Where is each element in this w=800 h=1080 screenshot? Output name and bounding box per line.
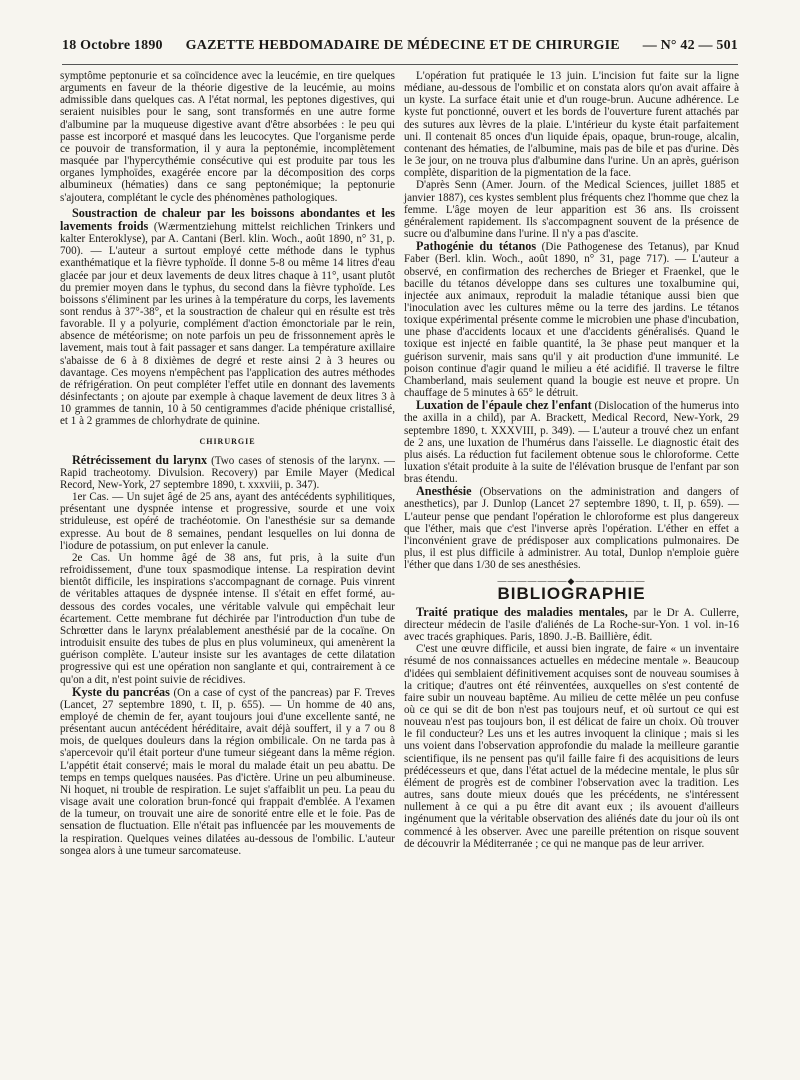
case-two-paragraph: 2e Cas. Un homme âgé de 38 ans, fut pris, à la suite d'un refroidissement, d'une toux spasmodique intense. La respiration devint bientôt difficile, les inspirations s'accompagnant de cornage. Puis vinrent de véritables attaques de dyspnée intense. Il s'était en effet formé, au-dessous des cordes vocales, une véritable valvule qui empêchait leur écartement. Cette membrane fut déchirée par l'introduction d'un tube de Schrœtter dans le larynx préalablement anesthésié par de la cocaïne. On introduisit ensuite des tubes de plus en plus volumineux, qui amenèrent la guérison complète. L'auteur insiste sur les avantages de cette dilatation progressive qui est une opération non sanglante et qui, contrairement à ce qu'on a dit, n'est point suivie de récidives.	[60, 551, 395, 686]
traite-text: par le Dr A. Cullerre, directeur médecin de l'asile d'aliénés de La Roche-sur-Yon. 1 vol. in-16 avec tracés graphiques. Paris, 1890. J.-B. Baillière, édit.	[404, 606, 740, 644]
tetanos-article	[404, 240, 739, 399]
soustraction-article	[60, 207, 395, 428]
tetanos-text: (Die Pathogenese des Tetanus), par Knud Faber (Berl. klin. Woch., août 1890, n° 31, page 717). — L'auteur a observé, en confirmation des recherches de Brieger et Fraenkel, que le bacille du tétanos développe dans ses cultures une toxalbumine qui, injectée aux animaux, reproduit la maladie tétanique aussi bien que l'inoculation avec les cultures même ou la terre des jardins. Le tétanos toxique expérimental présente comme le microbien une phase d'incubation, une phase d'accidents locaux et une d'accidents généralisés. Quand le toxique est injecté en faible quantité, la 3e phase peut manquer et la guérison survenir, mais sans qu'il y ait production d'une immunité. Le poison continue d'agir quand le milieu a été acidifié. Il traverse le filtre Chamberland, mais seulement quand la bougie est neuve et propre. Un chauffage de 5 minutes à 65° le détruit.	[404, 241, 740, 400]
traite-heading: Traité pratique des maladies mentales,	[416, 604, 628, 619]
luxation-text: (Dislocation of the humerus into the axilla in a child), par A. Brackett, Medical Record, New-York, 29 septembre 1890, t. XXXVIII, p. 349). — L'auteur a trouvé chez un enfant de 2 ans, une luxation de l'humérus dans l'aisselle. Le diagnostic était des plus aisés. La réduction fut facilement obtenue sous le chloroforme. Cette luxation s'était produite à la suite de l'élévation brusque de l'enfant par son bras étendu.	[404, 400, 739, 486]
ornamental-divider: ———————◆———————	[497, 576, 646, 587]
bibliographie-heading: BIBLIOGRAPHIE	[497, 583, 646, 603]
anesthesie-article	[404, 485, 739, 571]
kyste-heading: Kyste du pancréas	[72, 684, 170, 699]
chirurgie-section-heading: CHIRURGIE	[199, 436, 256, 446]
luxation-heading: Luxation de l'épaule chez l'enfant	[416, 398, 592, 413]
review-paragraph: C'est une œuvre difficile, et aussi bien ingrate, de faire « un inventaire résumé de nos connaissances actuelles en médecine mentale ». Beaucoup d'idées qui semblaient définitivement acquises sont de nouveau soumises à la critique; d'autres ont été réinventées, auxquelles on s'est contenté de faire subir un nouveau baptême. Au milieu de cette mêlée un peu confuse où ce qui se dit de bon n'est pas toujours neuf, et où surtout ce qui est nouveau n'est pas toujours bon, il est délicat de faire un choix. Où trouver le fil conducteur? Les uns et les autres invoquent la clinique ; mais si les uns voient dans l'observation approfondie du malade la meilleure garantie scientifique, ils ne pensent pas qu'il faille faire fi des acquisitions de leurs prédécesseurs et que, dans l'état actuel de la médecine mentale, le plus sûr élément de progrès est de combiner l'observation avec la tradition. Les autres, sans doute mieux doués que les précédents, ne s'intéressent nullement à ce qui a pu être dit avant eux ; ils avouent d'ailleurs ingénument que la véritable observation des aliénés date du jour où ils ont commencé à les observer. Avec une pareille prétention on risque souvent de découvrir la Méditerranée ; ce qui ne manque pas de leur arriver.	[404, 643, 739, 850]
operation-paragraph: L'opération fut pratiquée le 13 juin. L'incision fut faite sur la ligne médiane, au-dessous de l'ombilic et on constata alors qu'on avait affaire à un kyste. La surface était unie et d'un rouge-brun. Aucune adhérence. Le kyste fut ponctionné, ouvert et les bords de l'ouverture furent attachés par des sutures aux lèvres de la plaie. L'intérieur du kyste était parfaitement uni. Il contenait 85 onces d'un liquide épais, opaque, brun-rouge, alcalin, contenant des hématies, de l'albumine, mais pas de bile et pas d'urine. Dès le 3e jour, on ne trouva plus d'albumine dans l'urine. Un an après, guérison complète, disparition de la pigmentation de la face.	[404, 70, 739, 180]
intro-paragraph: symptôme peptonurie et sa coïncidence avec la leucémie, en tire quelques arguments en faveur de la théorie digestive de la leucémie, au moins admissible dans quelques cas. A l'état normal, les peptones digestives, qui seraient nuisibles pour le sang, sont transformés en une autre forme d'albumine par la muqueuse digestive avant d'être absorbées : le peu qui passe est incorporé et masqué dans les leucocytes. Que l'organisme perde ce pouvoir de transformation, il y aura la peptonémie, incomplètement masquée par l'hypercythémie consécutive qui est produite par tous les organes lymphoïdes, exagérée encore par la décomposition des corps albumineux (hématies) dans ce sang peptonémique; la peptonurie s'ajoutera, complétant le cycle des phénomènes pathologiques.	[60, 70, 395, 204]
case-one-paragraph: 1er Cas. — Un sujet âgé de 25 ans, ayant des antécédents syphilitiques, présentant une dyspnée intense et progressive, sourde et une voix striduleuse, est opéré de trachéotomie. On l'anesthésie sur sa demande expresse. Au bout de 8 semaines, pendant lesquelles on lui donna de l'iodure de potassium, on put enlever la canule.	[60, 491, 395, 552]
kyste-text: (On a case of cyst of the pancreas) par F. Treves (Lancet, 27 septembre 1890, t. II, p. 655). — Un homme de 40 ans, employé de chemin de fer, ayant toujours joui d'une excellente santé, ne présentant aucun antécédent héréditaire, avait déjà souffert, il y a 7 ou 8 mois, de quelques douleurs dans la région ombilicale. On ne tarda pas à s'apercevoir qu'il était porteur d'une tumeur siégeant dans la même région. L'appétit était conservé; mais le moral du malade était un peu abattu. De temps en temps quelques nausées. Pas d'ictère. Urine un peu albumineuse. Ni hoquet, ni trouble de respiration. Le sujet s'affaiblit un peu. La peau du visage avait une coloration brun-foncé qui frappait d'emblée. A l'examen de la tumeur, on trouvait une aire de sonorité entre elle et le foie. Pas de sensation de fluctuation. Elle n'était pas influencée par les mouvements de la respiration. Quelques veines dilatées au-dessous de l'ombilic. L'auteur songea alors à une tumeur sarcomateuse.	[60, 686, 395, 857]
anesthesie-heading: Anesthésie	[416, 484, 472, 499]
soustraction-heading: Soustraction de chaleur par les boissons abondantes et les lavements froids	[60, 205, 395, 233]
tetanos-heading: Pathogénie du tétanos	[416, 239, 537, 254]
traite-article	[404, 606, 739, 643]
soustraction-text: (Wærmentziehung mittelst reichlichen Trinkers und kalter Enteroklyse), par A. Cantani (Berl. klin. Woch., août 1890, n° 31, p. 700). — L'auteur a surtout employé cette méthode dans le typhus exanthématique et la fièvre typhoïde. Il donne 5-8 ou même 14 litres d'eau glacée par jour et deux lavements de deux litres chaque à 11°, usant plutôt du premier moyen dans le typhus, du second dans la fièvre typhoïde. Les boissons s'éliminent par les urines à la température du corps, les lavements sont rendus à 37°-38°, et la soustraction de chaleur qui en résulte est très favorable. Il y a polyurie, complément d'action émonctoriale par le rein, absence de météorisme; on note parfois un peu de frissonnement après le lavement, mais tout à fait passager et sans danger. La température axillaire s'abaisse de 6 à 8 dixièmes de degré et reste ainsi 2 à 3 heures ou davantage. Ces moyens n'empêchent pas l'application des autres méthodes de réfrigération. On peut compléter l'effet utile en donnant des lavements désinfectants ; on ajoute par exemple à chaque lavement de deux litres 3 à 10 grammes de tannin, 10 à 50 centigrammes d'acide phénique cristallisé, et 1 à 2 grammes de chlorhydrate de quinine.	[60, 220, 396, 428]
header-rule	[62, 64, 738, 65]
page-header	[62, 38, 738, 58]
retrecissement-article	[60, 454, 395, 491]
retrecissement-text: (Two cases of stenosis of the larynx. — Rapid tracheotomy. Divulsion. Recovery) par Emile Mayer (Medical Record, New-York, 27 septembre 1890, t. xxxviii, p. 347).	[60, 454, 396, 491]
header-page-number: — N° 42 — 501	[642, 38, 738, 53]
retrecissement-heading: Rétrécissement du larynx	[72, 452, 208, 467]
kyste-article	[60, 686, 395, 857]
senn-paragraph: D'après Senn (Amer. Journ. of the Medical Sciences, juillet 1885 et janvier 1887), ces kystes semblent plus fréquents chez l'homme que chez la femme. L'âge moyen de leur apparition est 36 ans. Ils croissent généralement rapidement. Ils s'accompagnent souvent de la présence de sucre ou d'albumine dans l'urine. Il n'y a pas d'ascite.	[404, 179, 739, 241]
header-date: 18 Octobre 1890	[62, 38, 163, 53]
left-column	[60, 70, 395, 857]
anesthesie-text: (Observations on the administration and dangers of anesthetics), par J. Dunlop (Lancet 27 septembre 1890, t. II, p. 659). — L'auteur pense que pendant l'opération le chloroforme est plus dangereux que l'éther, mais que c'est l'inverse après l'opération. L'éther en effet a l'inconvénient grave de prédisposer aux complications pulmonaires. De plus, il est plus difficile à administrer. Au total, Dunlop n'emploie guère l'éther que dans 1/30 de ses anesthésies.	[404, 486, 739, 572]
right-column	[404, 70, 739, 850]
header-journal-title: GAZETTE HEBDOMADAIRE DE MÉDECINE ET DE CHIRURGIE	[185, 38, 620, 53]
luxation-article	[404, 399, 739, 485]
